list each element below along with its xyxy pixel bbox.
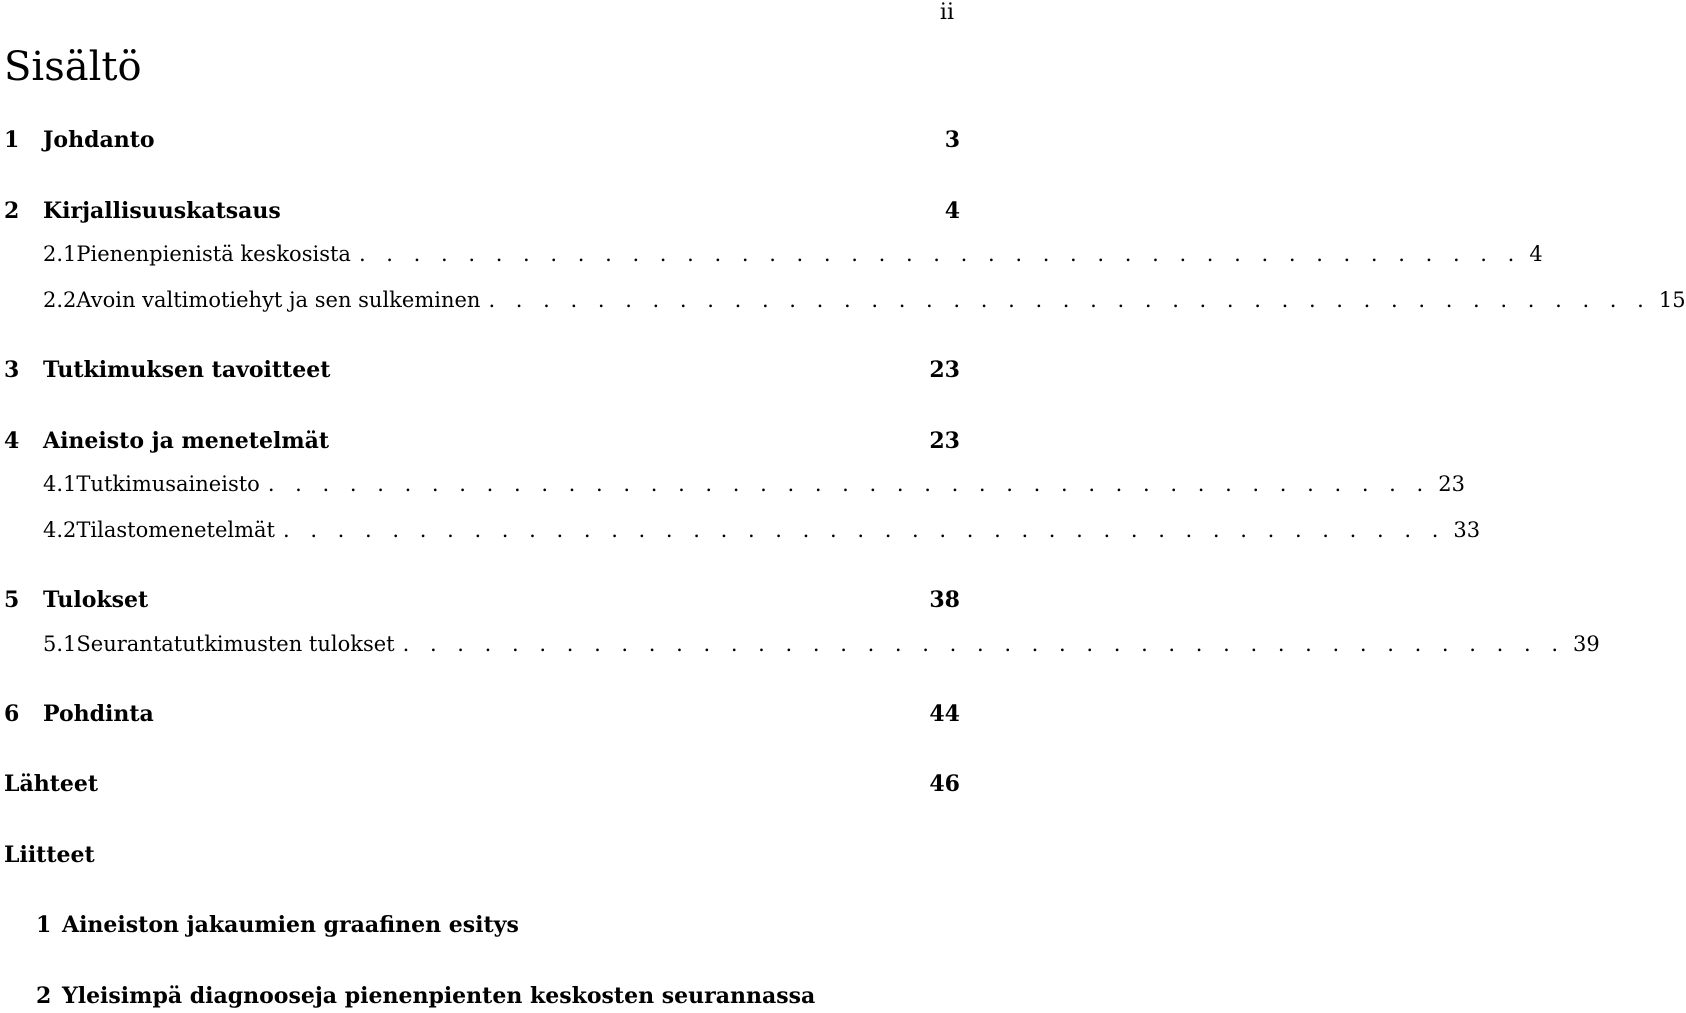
toc-references[interactable]	[4, 767, 960, 801]
toc-appendix-1[interactable]	[36, 908, 956, 942]
toc-chapter-title: Liitteet	[4, 842, 95, 868]
toc-chapter-title: Tulokset	[43, 587, 149, 613]
toc-chapter-number: 3	[4, 357, 20, 383]
toc-appendix-title: Aineiston jakaumien graafinen esitys	[62, 912, 519, 938]
toc-section-number: 2.1	[43, 242, 77, 266]
toc-chapter-number: 6	[4, 701, 20, 727]
toc-section-page: 33	[1453, 518, 1481, 542]
toc-chapter-number: 5	[4, 587, 20, 613]
toc-section-2-2[interactable]	[4, 283, 1686, 317]
toc-chapter-page: 4	[944, 198, 960, 224]
toc-chapter-3[interactable]	[4, 353, 960, 387]
toc-chapter-title: Lähteet	[4, 771, 99, 797]
toc-chapter-6[interactable]	[4, 697, 960, 731]
toc-section-number: 4.2	[43, 518, 77, 542]
toc-section-page: 39	[1573, 632, 1600, 656]
toc-appendix-number: 1	[36, 912, 52, 938]
toc-section-title: Tilastomenetelmät	[76, 518, 275, 542]
toc-chapter-1[interactable]	[4, 123, 960, 157]
toc-chapter-page: 44	[929, 701, 960, 727]
toc-leader-dots: . . . . . . . . . . . . . . . . . . . . . . . . . . . . . . . . . . . . . . . . . . .	[267, 472, 1431, 496]
toc-section-title: Pienenpienistä keskosista	[76, 242, 351, 266]
toc-chapter-title: Pohdinta	[43, 701, 154, 727]
toc-chapter-page: 38	[929, 587, 960, 613]
toc-section-4-2[interactable]	[4, 513, 1481, 547]
toc-appendix-title: Yleisimpä diagnooseja pienenpienten keskosten seurannassa	[62, 983, 816, 1009]
toc-section-2-1[interactable]	[4, 237, 1543, 271]
toc-section-number: 5.1	[43, 632, 77, 656]
toc-chapter-title: Tutkimuksen tavoitteet	[43, 357, 331, 383]
toc-section-number: 2.2	[43, 288, 77, 312]
page-number: ii	[939, 0, 954, 25]
toc-chapter-page: 3	[944, 127, 960, 153]
toc-chapter-title: Johdanto	[43, 127, 155, 153]
toc-chapter-number: 1	[4, 127, 20, 153]
toc-section-page: 15	[1658, 288, 1686, 312]
toc-leader-dots: . . . . . . . . . . . . . . . . . . . . . . . . . . . . . . . . . . . . . . . . . . .	[358, 242, 1522, 266]
toc-chapter-number: 4	[4, 428, 20, 454]
toc-section-number: 4.1	[43, 472, 77, 496]
toc-chapter-page: 23	[929, 357, 960, 383]
toc-heading: Sisältö	[4, 44, 142, 90]
toc-chapter-title: Kirjallisuuskatsaus	[43, 198, 281, 224]
toc-section-4-1[interactable]	[4, 467, 1465, 501]
toc-section-5-1[interactable]	[4, 627, 1600, 661]
toc-chapter-5[interactable]	[4, 583, 960, 617]
toc-section-page: 4	[1529, 242, 1543, 266]
toc-section-title: Tutkimusaineisto	[76, 472, 260, 496]
toc-leader-dots: . . . . . . . . . . . . . . . . . . . . . . . . . . . . . . . . . . . . . . . . . . .	[402, 632, 1566, 656]
toc-appendix-number: 2	[36, 983, 52, 1009]
toc-appendix-2[interactable]	[36, 979, 956, 1013]
toc-section-page: 23	[1438, 472, 1465, 496]
toc-leader-dots: . . . . . . . . . . . . . . . . . . . . . . . . . . . . . . . . . . . . . . . . . . .	[488, 288, 1651, 312]
toc-chapter-4[interactable]	[4, 424, 960, 458]
toc-section-title: Seurantatutkimusten tulokset	[76, 632, 395, 656]
toc-chapter-title: Aineisto ja menetelmät	[43, 428, 330, 454]
toc-chapter-number: 2	[4, 198, 20, 224]
toc-appendices[interactable]	[4, 838, 960, 872]
toc-chapter-2[interactable]	[4, 194, 960, 228]
toc-chapter-page: 46	[929, 771, 960, 797]
toc-leader-dots: . . . . . . . . . . . . . . . . . . . . . . . . . . . . . . . . . . . . . . . . . . .	[282, 518, 1446, 542]
toc-chapter-page: 23	[929, 428, 960, 454]
toc-section-title: Avoin valtimotiehyt ja sen sulkeminen	[76, 288, 481, 312]
